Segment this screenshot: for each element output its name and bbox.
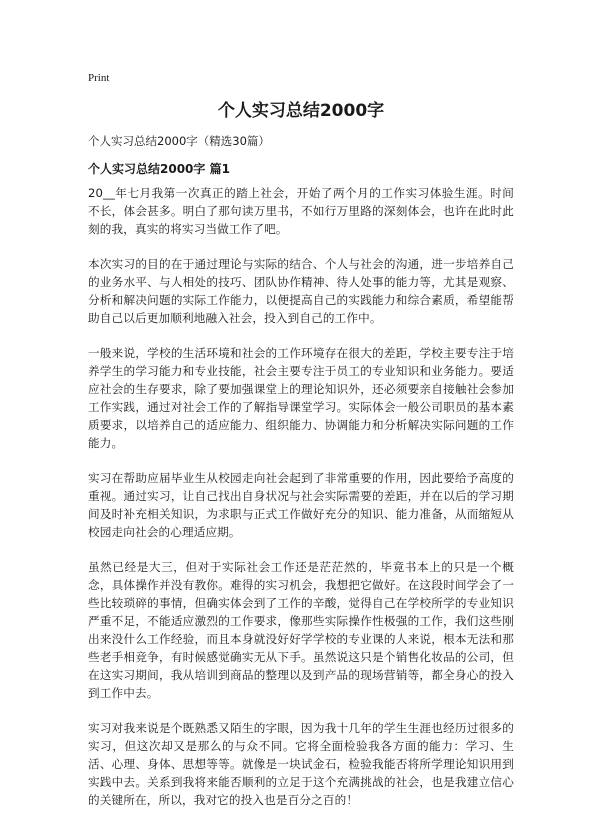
document-body <box>88 184 514 826</box>
document-page <box>88 0 514 807</box>
document-subtitle: 个人实习总结2000字（精选30篇） <box>88 134 270 148</box>
section-heading: 个人实习总结2000字 篇1 <box>88 162 230 176</box>
paragraph: 虽然已经是大三，但对于实际社会工作还是茫茫然的，毕竟书本上的只是一个概念，具体操作并没有教你。难得的实习机会，我想把它做好。在这段时间学会了一些比较琐碎的事情，但确实体会到了工作的辛酸，觉得自己在学校所学的专业知识严重不足，不能适应激烈的工作要求，像那些实际操作性极强的工作，我们这些刚出来没什么工作经验，而且本身就没好好学学校的专业课的人来说，根本无法和那些老手相竞争，有时候感觉确实无从下手。虽然说这只是个销售化妆品的公司，但在这实习期间，我从培训到商品的整理以及到产品的现场营销等，都全身心的投入到工作中去。 <box>88 560 514 700</box>
paragraph: 实习在帮助应届毕业生从校园走向社会起到了非常重要的作用，因此要给予高度的重视。通过实习，让自己找出自身状况与社会实际需要的差距，并在以后的学习期间及时补充相关知识，为求职与正式工作做好充分的知识、能力准备，从而缩短从校园走向社会的心理适应期。 <box>88 471 514 539</box>
document-title: 个人实习总结2000字 <box>217 101 385 121</box>
paragraph: 一般来说，学校的生活环境和社会的工作环境存在很大的差距，学校主要专注于培养学生的学习能力和专业技能，社会主要专注于员工的专业知识和业务能力。要适应社会的生存要求，除了要加强课堂上的理论知识外，还必须要亲自接触社会参加工作实践，通过对社会工作的了解指导课堂学习。实际体会一般公司职员的基本素质要求，以培养自己的适应能力、组织能力、协调能力和分析解决实际问题的工作能力。 <box>88 346 514 450</box>
paragraph: 20__年七月我第一次真正的踏上社会，开始了两个月的工作实习体验生涯。时间不长，体会甚多。明白了那句读万里书，不如行万里路的深刻体会，也许在此时此刻的我，真实的将实习当做工作了吧。 <box>88 186 514 236</box>
paragraph: 实习对我来说是个既熟悉又陌生的字眼，因为我十几年的学生生涯也经历过很多的实习，但这次却又是那么的与众不同。它将全面检验我各方面的能力：学习、生活、心理、身体、思想等等。就像是一块试金石，检验我能否将所学理论知识用到实践中去。关系到我将来能否顺利的立足于这个充满挑战的社会，也是我建立信心的关键所在，所以，我对它的投入也是百分之百的！ <box>88 721 514 807</box>
paragraph: 本次实习的目的在于通过理论与实际的结合、个人与社会的沟通，进一步培养自己的业务水平、与人相处的技巧、团队协作精神、待人处事的能力等，尤其是观察、分析和解决问题的实际工作能力，以便提高自己的实践能力和综合素质，希望能帮助自己以后更加顺利地融入社会，投入到自己的工作中。 <box>88 257 514 325</box>
print-link[interactable]: Print <box>88 72 110 84</box>
